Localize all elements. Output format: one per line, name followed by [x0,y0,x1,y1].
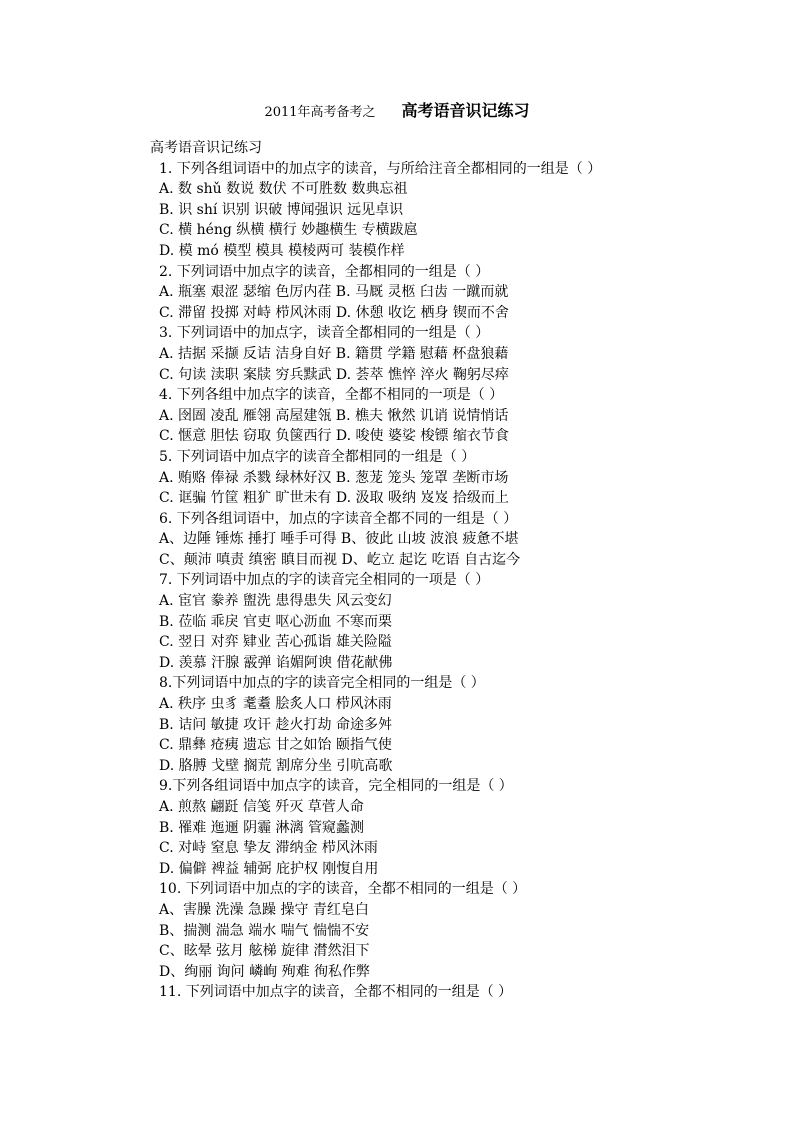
answer-option: A. 拮据 采撷 反诘 洁身自好 B. 籍贯 学籍 慰藉 杯盘狼藉 [159,345,509,362]
answer-option: C、眩晕 弦月 舷梯 旋律 潸然泪下 [159,943,370,960]
answer-option: B. 罹难 迤逦 阴霾 淋漓 管窥蠡测 [159,819,364,836]
answer-option: C. 对峙 窒息 挚友 滞纳金 栉风沐雨 [159,840,378,857]
answer-option: B. 识 shí 识别 识破 博闻强识 远见卓识 [159,201,404,218]
answer-option: C. 鼎彝 疮痍 遗忘 甘之如饴 颐指气使 [159,737,392,754]
document-title [0,98,794,121]
question-stem: 4. 下列各组中加点字的读音，全都不相同的一项是（ ） [159,387,504,404]
section-heading: 高考语音识记练习 [150,140,262,156]
answer-option: A、边陲 锤炼 捶打 唾手可得 B、彼此 山坡 波浪 疲惫不堪 [159,531,519,548]
answer-option: C. 滞留 投掷 对峙 栉风沐雨 D. 休憩 收讫 栖身 锲而不舍 [159,304,509,321]
question-stem: 10. 下列词语中加点的字的读音，全都不相同的一组是（ ） [159,881,527,898]
document-body [150,138,670,1003]
question-stem: 5. 下列词语中加点字的读音全都相同的一组是（ ） [159,448,476,465]
question-stem: 3. 下列词语中的加点字，读音全都相同的一组是（ ） [159,325,490,342]
question-stem: 2. 下列词语中加点字的读音，全都相同的一组是（ ） [159,263,490,280]
answer-option: D. 胳膊 戈壁 搁荒 割席分坐 引吭高歌 [159,757,393,774]
answer-option: A. 宦官 豢养 盥洗 患得患失 风云变幻 [159,593,392,610]
answer-option: C. 翌日 对弈 肄业 苦心孤诣 雄关险隘 [159,634,392,651]
answer-option: A. 数 shǔ 数说 数伏 不可胜数 数典忘祖 [159,181,408,198]
answer-option: A、害臊 洗澡 急躁 操守 青红皂白 [159,901,369,918]
answer-option: C. 惬意 胆怯 窃取 负箧西行 D. 唆使 婆娑 梭镖 缩衣节食 [159,428,509,445]
question-stem: 6. 下列各组词语中，加点的字读音全都不同的一组是（ ） [159,510,518,527]
answer-option: C. 诓骗 竹筐 粗犷 旷世未有 D. 汲取 吸纳 岌岌 拾级而上 [159,490,509,507]
answer-option: B. 诘问 敏捷 攻讦 趁火打劫 命途多舛 [159,716,392,733]
question-stem: 11. 下列词语中加点字的读音，全都不相同的一组是（ ） [159,984,513,1001]
answer-option: D. 羡慕 汗腺 霰弹 谄媚阿谀 借花献佛 [159,654,393,671]
question-list [150,159,670,1003]
answer-option: D. 偏僻 裨益 辅弼 庇护权 刚愎自用 [159,860,379,877]
answer-option: A. 贿赂 俸禄 杀戮 绿林好汉 B. 葱茏 笼头 笼罩 垄断市场 [159,469,509,486]
answer-option: C. 句读 渎职 案牍 穷兵黩武 D. 荟萃 憔悴 淬火 鞠躬尽瘁 [159,366,509,383]
answer-option: D. 模 mó 模型 模具 模棱两可 装模作样 [159,242,405,259]
answer-option: A. 秩序 虫豸 耄耋 脍炙人口 栉风沐雨 [159,696,392,713]
title-main: 高考语音识记练习 [401,101,530,120]
answer-option: A. 囹圄 凌乱 雁翎 高屋建瓴 B. 樵夫 愀然 讥诮 说情悄话 [159,407,509,424]
answer-option: A. 瓶塞 艰涩 瑟缩 色厉内荏 B. 马厩 灵柩 臼齿 一蹴而就 [159,284,509,301]
answer-option: B、揣测 湍急 端水 喘气 惴惴不安 [159,922,370,939]
title-prefix: 2011年高考备考之 [264,105,376,120]
question-stem: 8.下列词语中加点的字的读音完全相同的一组是（ ） [159,675,485,692]
answer-option: C. 横 héng 纵横 横行 妙趣横生 专横跋扈 [159,222,418,239]
question-stem: 7. 下列词语中加点的字的读音完全相同的一项是（ ） [159,572,490,589]
answer-option: A. 煎熬 翩跹 信笺 歼灭 草菅人命 [159,799,364,815]
question-stem: 1. 下列各组词语中的加点字的读音，与所给注音全都相同的一组是（ ） [159,160,602,177]
answer-option: D、绚丽 询问 嶙峋 殉难 徇私作弊 [159,963,371,980]
question-stem: 9.下列各组词语中加点字的读音，完全相同的一组是（ ） [159,778,513,795]
answer-option: B. 莅临 乖戾 官吏 呕心沥血 不寒而栗 [159,613,392,630]
answer-option: C、颠沛 嗔责 缜密 瞋目而视 D、屹立 起讫 吃语 自古迄今 [159,551,521,568]
